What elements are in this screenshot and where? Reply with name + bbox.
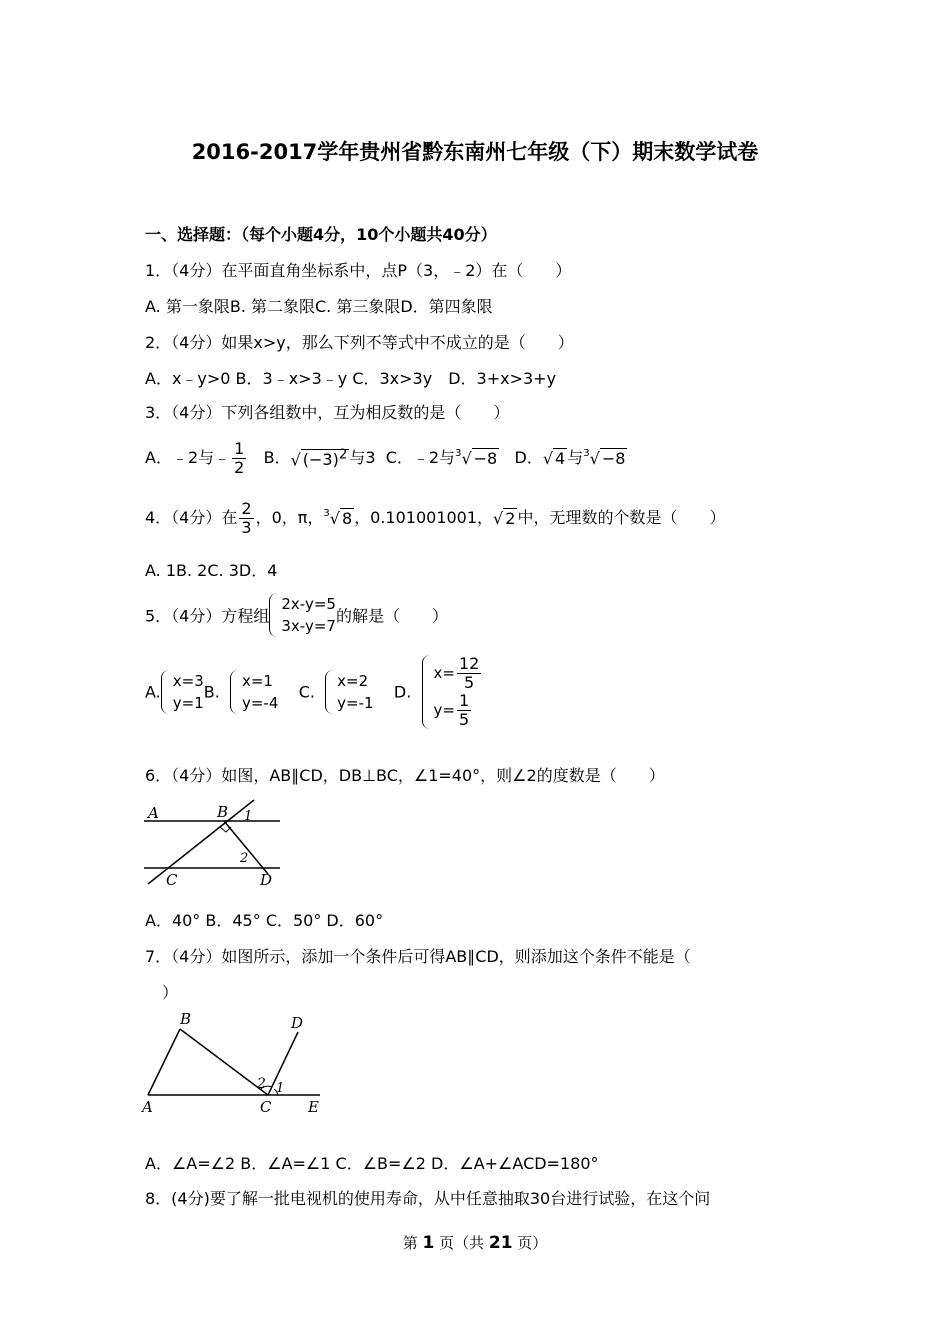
question-4-options: A. 1B. 2C. 3D．4 — [145, 561, 278, 580]
total-pages: 21 — [488, 1233, 513, 1253]
q5-option-b: x=1 y=-4 — [230, 670, 278, 714]
q5-equation-system: 2x-y=5 3x-y=7 — [269, 593, 336, 637]
question-5-stem: 5．（4分）方程组 2x-y=5 3x-y=7 的解是（ ） — [145, 595, 448, 635]
q3-cbrt-c: $^3$√ −8 — [455, 448, 498, 468]
question-5-options: A. x=3 y=1 B. x=1 y=-4 C. x=2 y=-1 D. x= $\frac{12}{5}$ y= $\frac{1}{5}$ — [145, 655, 483, 729]
q6-figure — [140, 798, 290, 890]
q7-label-1: 1 — [276, 1081, 285, 1096]
q5-option-a: x=3 y=1 — [161, 670, 204, 714]
question-6-stem: 6．（4分）如图，AB∥CD，DB⊥BC，∠1=40°，则∠2的度数是（ ） — [145, 766, 665, 785]
question-2-stem: 2．（4分）如果x>y，那么下列不等式中不成立的是（ ） — [145, 333, 574, 352]
q3-option-d: D． — [514, 448, 543, 467]
question-6-options: A．40° B．45° C．50° D．60° — [145, 911, 384, 930]
question-7-stem-line1: 7．（4分）如图所示，添加一个条件后可得AB∥CD，则添加这个条件不能是（ — [145, 947, 691, 966]
q4-cbrt: $^3$√ 8 — [323, 508, 353, 528]
page-title: 2016-2017学年贵州省黔东南州七年级（下）期末数学试卷 — [191, 140, 759, 164]
question-2-options: A．x﹣y>0 B．3﹣x>3﹣y C．3x>3y D．3+x>3+y — [145, 369, 557, 388]
question-8-stem: 8．(4分)要了解一批电视机的使用寿命，从中任意抽取30台进行试验，在这个问 — [145, 1189, 711, 1208]
question-7-options: A．∠A=∠2 B．∠A=∠1 C．∠B=∠2 D．∠A+∠ACD=180° — [145, 1154, 599, 1173]
q6-label-1: 1 — [244, 809, 253, 824]
q5-option-d: x= $\frac{12}{5}$ y= $\frac{1}{5}$ — [422, 655, 484, 729]
question-4-stem: 4．（4分）在 $\frac{2}{3}$ ，0，π，$^3$√ 8 ，0.101001001，√ 2 中，无理数的个数是（ ） — [145, 499, 726, 537]
q5-option-c: x=2 y=-1 — [325, 670, 373, 714]
q3-fraction: $\frac{1}{2}$ — [234, 439, 245, 477]
q4-sqrt: √ 2 — [493, 509, 516, 528]
q7-label-D: D — [291, 1014, 304, 1032]
q7-label-C: C — [260, 1098, 272, 1116]
q6-label-B: B — [217, 803, 229, 821]
q6-label-D: D — [260, 871, 273, 889]
q3-option-b: B． — [263, 448, 291, 467]
question-7-stem-line2: ） — [162, 983, 179, 1002]
question-3-stem: 3．（4分）下列各组数中，互为相反数的是（ ） — [145, 403, 510, 422]
question-1-options: A. 第一象限B. 第二象限C. 第三象限D．第四象限 — [145, 297, 493, 316]
q3-sqrt-d: √ 4 — [542, 449, 566, 468]
question-1-stem: 1．（4分）在平面直角坐标系中，点P（3，﹣2）在（ ） — [145, 261, 572, 280]
q4-fraction: $\frac{2}{3}$ — [241, 499, 252, 537]
q3-option-a: A．﹣2与﹣ — [145, 448, 231, 467]
page-footer: 第 1 页（共 21 页） — [402, 1233, 548, 1253]
q7-figure — [138, 1010, 328, 1118]
q7-label-B: B — [180, 1010, 192, 1028]
q6-label-C: C — [166, 871, 178, 889]
current-page: 1 — [422, 1233, 435, 1253]
q3-sqrt-b: √ $(-3)^2$ — [290, 447, 348, 470]
q7-label-A: A — [142, 1098, 153, 1116]
q3-cbrt-d: $^3$√ −8 — [583, 448, 626, 468]
q7-label-2: 2 — [257, 1076, 266, 1092]
q3-option-c: C．﹣2与 — [385, 448, 456, 467]
section-heading: 一、选择题：（每个小题4分，10个小题共40分） — [145, 225, 497, 244]
q7-label-E: E — [308, 1098, 319, 1116]
q6-label-2: 2 — [240, 851, 249, 866]
q6-label-A: A — [148, 804, 159, 822]
question-3-options: A．﹣2与﹣ $\frac{1}{2}$ B．√ $(-3)^2$ 与3 C．﹣2与$^3$√ −8 D．√ 4 与$^3$√ −8 — [145, 439, 626, 477]
